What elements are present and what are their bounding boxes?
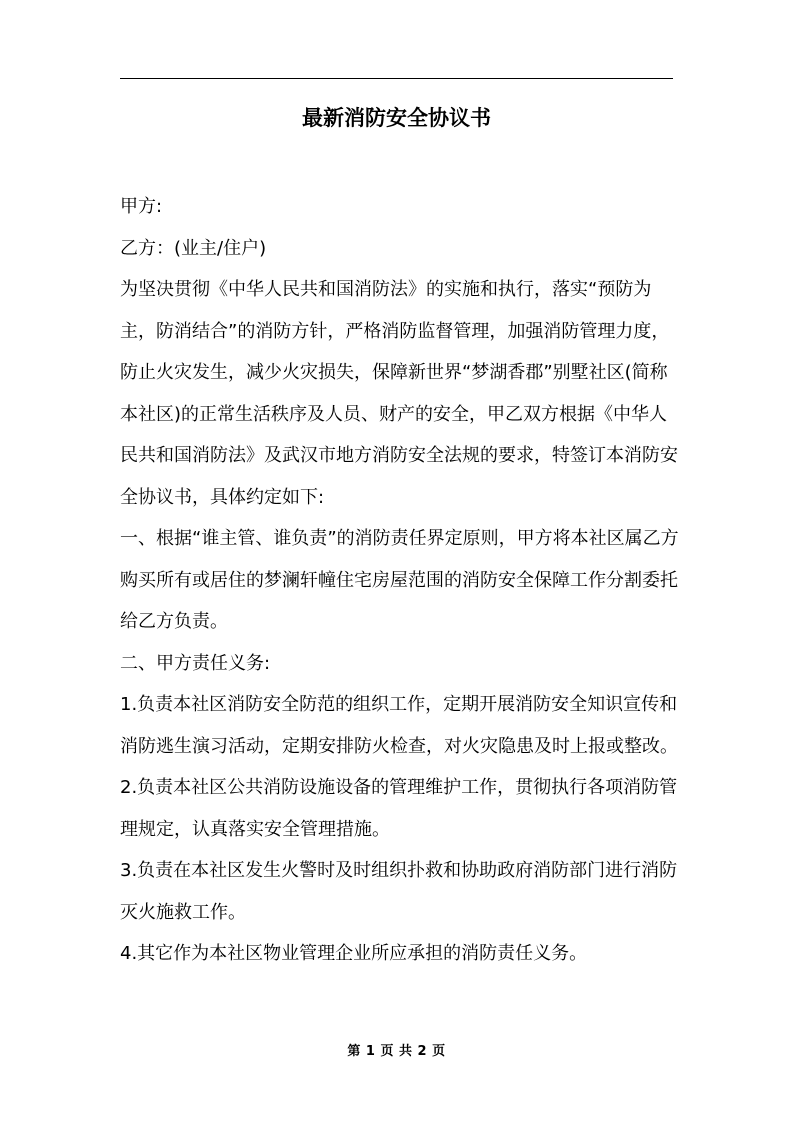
header-rule xyxy=(120,78,673,79)
document-title: 最新消防安全协议书 xyxy=(302,106,491,130)
duty-item-2: 2.负责本社区公共消防设施设备的管理维护工作，贯彻执行各项消防管理规定，认真落实安全管理措施。 xyxy=(120,777,678,840)
duty-item-3: 3.负责在本社区发生火警时及时组织扑救和协助政府消防部门进行消防灭火施救工作。 xyxy=(120,860,678,923)
document-body xyxy=(120,186,680,975)
clause-two-heading: 二、甲方责任义务: xyxy=(120,652,271,674)
duty-item-1: 1.负责本社区消防安全防范的组织工作，定期开展消防安全知识宣传和消防逃生演习活动，定期安排防火检查，对火灾隐患及时上报或整改。 xyxy=(120,694,678,757)
page-footer xyxy=(0,1043,793,1061)
party-b-line: 乙方：(业主/住户) xyxy=(120,237,267,259)
duty-item-4: 4.其它作为本社区物业管理企业所应承担的消防责任义务。 xyxy=(120,943,588,964)
preamble-paragraph: 为坚决贯彻《中华人民共和国消防法》的实施和执行，落实“预防为主，防消结合”的消防方针，严格消防监督管理，加强消防管理力度，防止火灾发生，减少火灾损失，保障新世界“梦湖香郡”别墅社区(简称本社区)的正常生活秩序及人员、财产的安全，甲乙双方根据《中华人民共和国消防法》及武汉市地方消防安全法规的要求，特签订本消防安全协议书，具体约定如下: xyxy=(120,279,678,508)
page-number-label: 第 1 页 共 2 页 xyxy=(347,1044,446,1059)
party-a-line: 甲方: xyxy=(120,196,163,217)
clause-one-paragraph: 一、根据“谁主管、谁负责”的消防责任界定原则，甲方将本社区属乙方购买所有或居住的梦澜轩幢住宅房屋范围的消防安全保障工作分割委托给乙方负责。 xyxy=(120,528,679,632)
